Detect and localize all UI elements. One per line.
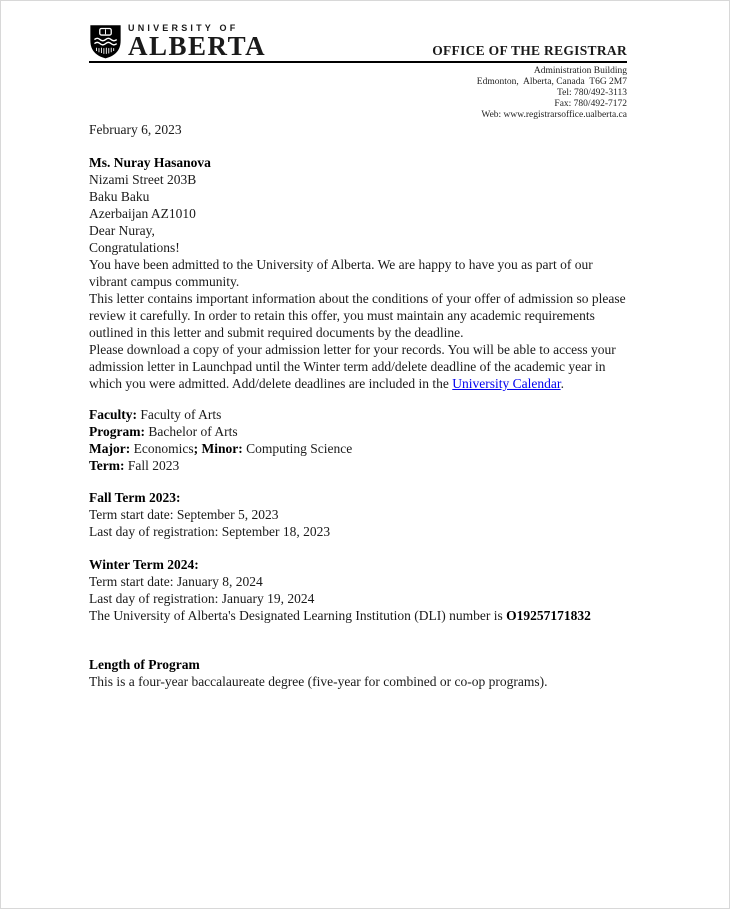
winter-term-heading: Winter Term 2024:	[89, 557, 199, 572]
winter-term-start: Term start date: January 8, 2024	[89, 574, 263, 589]
length-of-program-heading: Length of Program	[89, 657, 200, 672]
recipient-country: Azerbaijan AZ1010	[89, 206, 196, 221]
fall-term-block	[89, 489, 627, 540]
dli-number-line: The University of Alberta's Designated Learning Institution (DLI) number is O19257171832	[89, 608, 591, 623]
registrar-contact-block	[89, 66, 627, 121]
length-of-program-block	[89, 656, 627, 690]
recipient-name: Ms. Nuray Hasanova	[89, 155, 211, 170]
salutation: Dear Nuray,	[89, 223, 155, 238]
letterhead	[89, 23, 627, 121]
paragraph-download	[89, 341, 627, 392]
letter-date: February 6, 2023	[89, 122, 182, 137]
winter-term-block	[89, 556, 627, 607]
contact-tel: Tel: 780/492-3113	[557, 88, 627, 98]
logo-alberta-text: ALBERTA	[128, 31, 267, 62]
congratulations-line: Congratulations!	[89, 240, 180, 255]
dli-number: O19257171832	[506, 608, 591, 623]
major-minor-line: Major: Economics; Minor: Computing Science	[89, 441, 353, 456]
paragraph-admitted: You have been admitted to the University of Alberta. We are happy to have you as part of our vibrant campus community.	[89, 257, 593, 289]
paragraph-conditions: This letter contains important information about the conditions of your offer of admission so please review it carefully. In order to retain this offer, you must maintain any academic requirements outlined in this letter and submit required documents by the deadline.	[89, 291, 626, 340]
contact-building: Administration Building	[533, 66, 627, 76]
paragraph-download-text: Please download a copy of your admission letter for your records. You will be able to access your admission letter in Launchpad until the Winter term add/delete deadline of the academic year in which you were admitted. Add/delete deadlines are included in the	[89, 342, 616, 391]
contact-fax: Fax: 780/492-7172	[554, 99, 627, 109]
fall-term-heading: Fall Term 2023:	[89, 490, 181, 505]
university-calendar-link[interactable]: University Calendar	[452, 376, 561, 391]
program-details-block	[89, 406, 627, 457]
winter-term-registration: Last day of registration: January 19, 2024	[89, 591, 315, 606]
faculty-line: Faculty: Faculty of Arts	[89, 407, 222, 422]
recipient-city: Baku Baku	[89, 189, 150, 204]
contact-address: Edmonton, Alberta, Canada T6G 2M7	[476, 77, 627, 87]
program-line: Program: Bachelor of Arts	[89, 424, 238, 439]
contact-web: Web: www.registrarsoffice.ualberta.ca	[481, 110, 627, 120]
header-rule	[89, 61, 627, 63]
fall-term-registration: Last day of registration: September 18, 2023	[89, 524, 331, 539]
office-of-registrar-title: OFFICE OF THE REGISTRAR	[432, 43, 627, 58]
length-of-program-text: This is a four-year baccalaureate degree (five-year for combined or co-op programs).	[89, 674, 548, 689]
fall-term-start: Term start date: September 5, 2023	[89, 507, 279, 522]
university-shield-icon	[89, 24, 122, 60]
recipient-street: Nizami Street 203B	[89, 172, 197, 187]
university-logo	[89, 24, 266, 60]
letter-body	[89, 121, 627, 690]
logo-university-of-text: UNIVERSITY OF	[128, 23, 239, 34]
paragraph-download-period: .	[560, 376, 564, 391]
term-line: Term: Fall 2023	[89, 458, 180, 473]
recipient-address-block	[89, 154, 627, 222]
